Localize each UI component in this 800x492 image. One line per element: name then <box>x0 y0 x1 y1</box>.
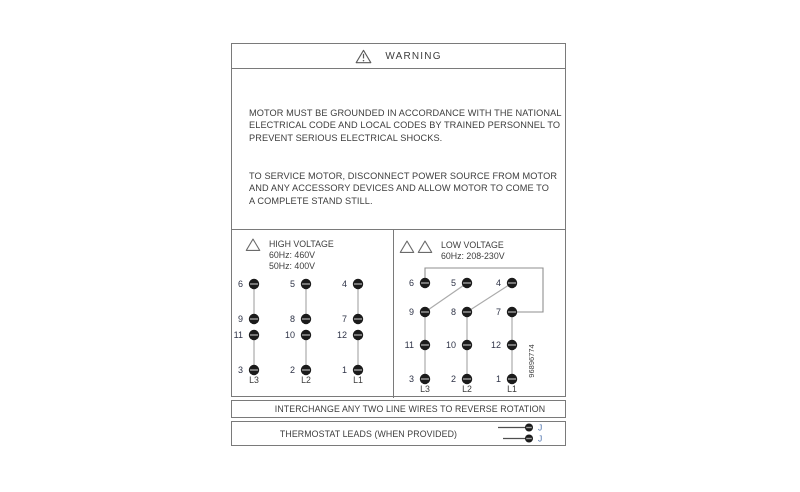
svg-text:L1: L1 <box>507 384 517 394</box>
svg-text:9: 9 <box>408 307 414 318</box>
wiring-section <box>232 229 565 398</box>
thermostat-strip <box>231 421 566 446</box>
svg-text:4: 4 <box>341 279 347 290</box>
svg-text:5: 5 <box>450 278 456 289</box>
svg-text:6: 6 <box>408 278 414 289</box>
svg-text:L1: L1 <box>353 375 363 385</box>
interchange-strip <box>231 400 566 418</box>
caution-triangle-icon <box>245 238 261 252</box>
svg-text:3: 3 <box>237 365 243 376</box>
high-voltage-freq-line: 50Hz: 400V <box>269 260 315 271</box>
grounding-paragraph-line: ELECTRICAL CODE AND LOCAL CODES BY TRAINED PERSONNEL TO <box>249 120 561 131</box>
high-voltage-terminal-diagram <box>232 272 393 399</box>
svg-text:L2: L2 <box>462 384 472 394</box>
low-voltage-freq-line: 60Hz: 208-230V <box>441 250 505 261</box>
warning-triangle-icon <box>355 49 372 64</box>
svg-text:6: 6 <box>237 279 243 290</box>
svg-text:5: 5 <box>289 279 295 290</box>
service-paragraph-line: TO SERVICE MOTOR, DISCONNECT POWER SOURCE FROM MOTOR <box>249 171 558 181</box>
svg-text:96896774: 96896774 <box>527 344 536 378</box>
svg-text:L3: L3 <box>420 384 430 394</box>
service-paragraph-line: AND ANY ACCESSORY DEVICES AND ALLOW MOTOR TO COME TO <box>249 183 549 194</box>
svg-text:9: 9 <box>237 314 243 325</box>
svg-text:3: 3 <box>408 374 414 385</box>
svg-text:7: 7 <box>341 314 347 325</box>
svg-text:1: 1 <box>341 365 347 376</box>
svg-text:L2: L2 <box>301 375 311 385</box>
svg-text:4: 4 <box>495 278 501 289</box>
caution-triangle-icon <box>399 240 415 254</box>
low-voltage-panel <box>393 230 565 398</box>
thermostat-text: THERMOSTAT LEADS (WHEN PROVIDED) <box>279 428 458 439</box>
service-paragraph <box>249 170 557 207</box>
high-voltage-heading <box>269 239 334 271</box>
svg-text:10: 10 <box>445 340 456 351</box>
svg-text:10: 10 <box>284 330 295 341</box>
interchange-text: INTERCHANGE ANY TWO LINE WIRES TO REVERSE ROTATION <box>274 404 546 414</box>
svg-text:11: 11 <box>404 340 414 351</box>
high-voltage-title: HIGH VOLTAGE <box>269 239 334 249</box>
svg-text:2: 2 <box>289 365 295 376</box>
high-voltage-freq-line: 60Hz: 460V <box>269 249 315 260</box>
svg-text:1: 1 <box>495 374 501 385</box>
warning-header <box>232 44 565 69</box>
svg-text:8: 8 <box>289 314 295 325</box>
svg-text:11: 11 <box>233 330 243 341</box>
svg-text:7: 7 <box>495 307 501 318</box>
svg-text:L3: L3 <box>249 375 259 385</box>
thermostat-leads-diagram <box>496 423 556 446</box>
wiring-label <box>231 43 566 397</box>
safety-text-section <box>232 69 565 229</box>
svg-text:12: 12 <box>490 340 501 351</box>
grounding-paragraph-line: PREVENT SERIOUS ELECTRICAL SHOCKS. <box>249 132 443 143</box>
low-voltage-title: LOW VOLTAGE <box>441 240 504 250</box>
svg-text:12: 12 <box>336 330 347 341</box>
service-paragraph-line: A COMPLETE STAND STILL. <box>249 195 373 206</box>
high-voltage-panel <box>232 230 393 398</box>
svg-text:8: 8 <box>450 307 456 318</box>
warning-title: WARNING <box>385 50 442 62</box>
grounding-paragraph-line: MOTOR MUST BE GROUNDED IN ACCORDANCE WITH THE NATIONAL <box>249 108 562 118</box>
svg-text:J: J <box>538 433 543 444</box>
low-voltage-terminal-diagram <box>394 257 568 399</box>
svg-text:2: 2 <box>450 374 456 385</box>
svg-text:J: J <box>538 423 543 433</box>
caution-triangle-icon <box>417 240 433 254</box>
grounding-paragraph <box>249 107 562 144</box>
